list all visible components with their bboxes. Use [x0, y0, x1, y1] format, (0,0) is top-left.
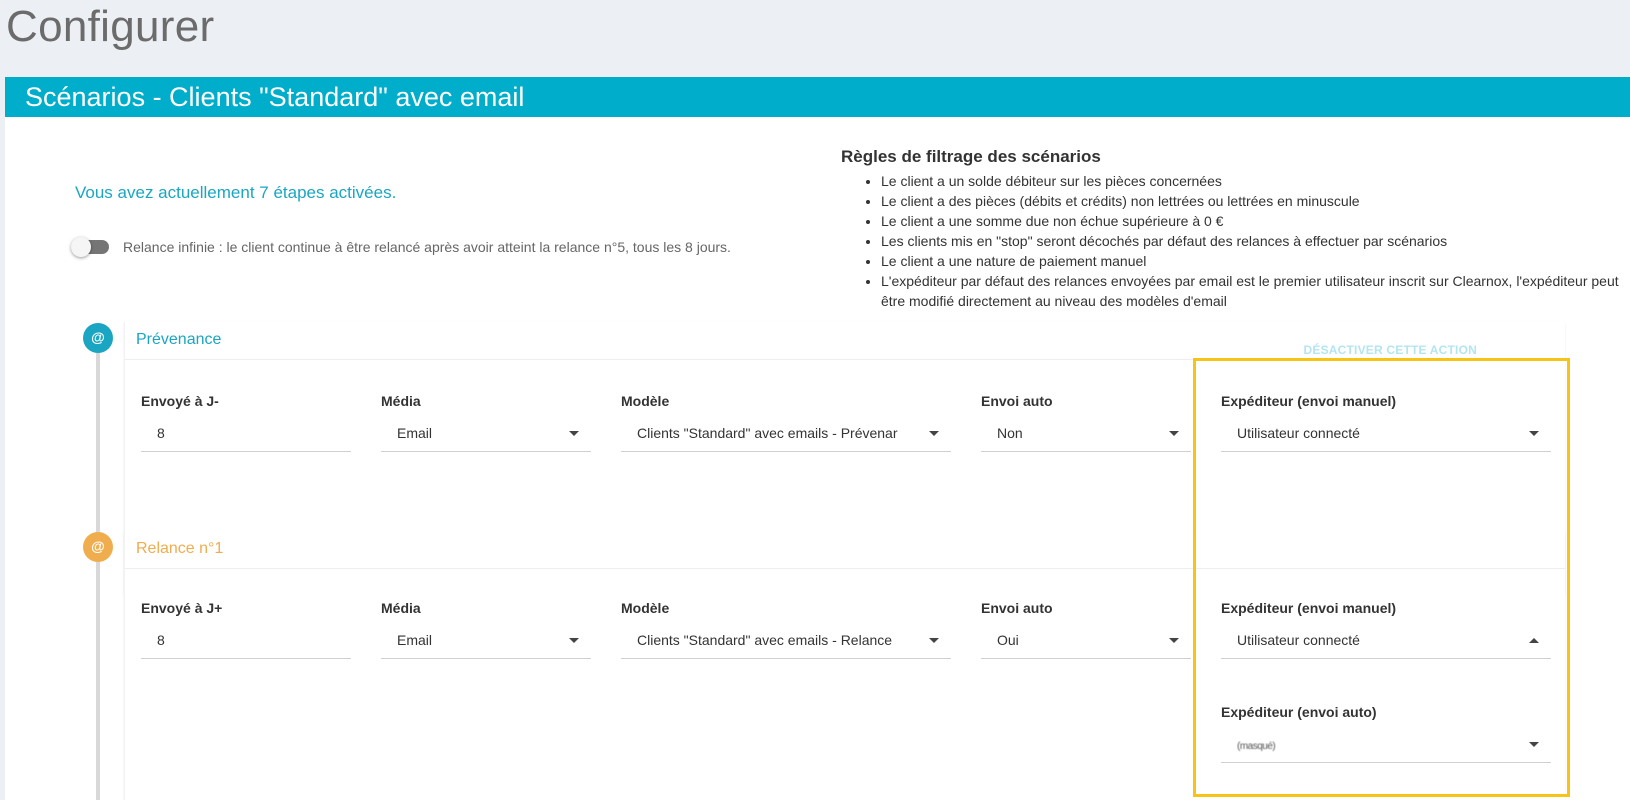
select-value: Email [397, 632, 433, 648]
filter-rules-title: Règles de filtrage des scénarios [841, 147, 1101, 166]
field-label: Expéditeur (envoi manuel) [1221, 600, 1397, 616]
field-label: Modèle [621, 393, 670, 409]
card-header-title: Scénarios - Clients "Standard" avec email [5, 77, 1630, 117]
media-field [381, 393, 591, 452]
page-title: Configurer [6, 2, 215, 51]
model-select[interactable] [621, 418, 951, 452]
media-select[interactable] [381, 418, 591, 452]
select-value: Utilisateur connecté [1237, 632, 1360, 648]
step-title: Relance n°1 [136, 540, 224, 557]
dropdown-arrow-icon [1529, 742, 1539, 747]
field-label: Média [381, 393, 421, 409]
field-label: Envoyé à J+ [141, 600, 223, 616]
sent-days-field [141, 393, 351, 452]
dropdown-arrow-icon [569, 431, 579, 436]
sender-manual-select[interactable] [1221, 418, 1551, 452]
field-label: Envoi auto [981, 393, 1053, 409]
filter-rules-list [841, 171, 1630, 311]
field-label: Modèle [621, 600, 670, 616]
dropdown-arrow-icon [1169, 638, 1179, 643]
model-field [621, 600, 951, 659]
disable-action-button[interactable]: DÉSACTIVER CETTE ACTION [1303, 343, 1477, 357]
sent-days-input[interactable]: 8 [141, 418, 351, 452]
field-label: Expéditeur (envoi manuel) [1221, 393, 1397, 409]
select-value: Clients "Standard" avec emails - Prévenar [637, 425, 898, 441]
step-header [125, 531, 1565, 569]
rule-item: • Le client a des pièces (débits et crédits) non lettrées ou lettrées en minuscule [881, 191, 1630, 211]
step-relance-1 [124, 531, 1565, 800]
timeline-line [96, 335, 100, 800]
model-select[interactable] [621, 625, 951, 659]
scenario-card [5, 77, 1630, 800]
sender-auto-select[interactable] [1221, 729, 1551, 763]
rule-item: • Le client a une somme due non échue supérieure à 0 € [881, 211, 1630, 231]
step-title: Prévenance [136, 331, 222, 348]
auto-send-field [981, 393, 1191, 452]
at-sign-icon: @ [83, 532, 113, 562]
rule-item: • Le client a un solde débiteur sur les pièces concernées [881, 171, 1630, 191]
model-field [621, 393, 951, 452]
auto-send-field [981, 600, 1191, 659]
rule-item: • Les clients mis en "stop" seront décochés par défaut des relances à effectuer par scénarios [881, 231, 1630, 251]
select-value: Email [397, 425, 433, 441]
rule-item: • Le client a une nature de paiement manuel [881, 251, 1630, 271]
at-sign-icon: @ [83, 323, 113, 353]
sender-manual-field [1221, 393, 1551, 452]
select-value: Clients "Standard" avec emails - Relance [637, 632, 893, 648]
auto-send-select[interactable] [981, 625, 1191, 659]
select-value: Non [997, 425, 1023, 441]
field-label: Envoi auto [981, 600, 1053, 616]
field-label: Expéditeur (envoi auto) [1221, 704, 1377, 720]
filter-rules [841, 147, 1630, 311]
media-field [381, 600, 591, 659]
dropdown-arrow-up-icon [1529, 638, 1539, 643]
dropdown-arrow-icon [1169, 431, 1179, 436]
select-value: Oui [997, 632, 1019, 648]
field-label: Envoyé à J- [141, 393, 219, 409]
step-header [125, 322, 1565, 360]
media-select[interactable] [381, 625, 591, 659]
sender-auto-field [1221, 704, 1551, 763]
dropdown-arrow-icon [569, 638, 579, 643]
sender-manual-select[interactable] [1221, 625, 1551, 659]
toggle-thumb [71, 237, 91, 257]
sent-days-input[interactable]: 8 [141, 625, 351, 659]
rule-item: • L'expéditeur par défaut des relances envoyées par email est le premier utilisateur inscrit sur Clearnox, l'expéditeur peut être modifié directement au niveau des modèles d'email [881, 271, 1630, 311]
auto-send-select[interactable] [981, 418, 1191, 452]
sender-manual-field [1221, 600, 1551, 659]
dropdown-arrow-icon [929, 431, 939, 436]
field-label: Média [381, 600, 421, 616]
dropdown-arrow-icon [1529, 431, 1539, 436]
dropdown-arrow-icon [929, 638, 939, 643]
active-steps-text: Vous avez actuellement 7 étapes activées. [75, 183, 397, 202]
infinite-reminder-label: Relance infinie : le client continue à être relancé après avoir atteint la relance n°5, tous les 8 jours. [123, 239, 731, 255]
sent-days-field [141, 600, 351, 659]
infinite-reminder-toggle[interactable] [71, 237, 111, 257]
select-value-redacted: (masqué) [1237, 741, 1276, 752]
select-value: Utilisateur connecté [1237, 425, 1360, 441]
